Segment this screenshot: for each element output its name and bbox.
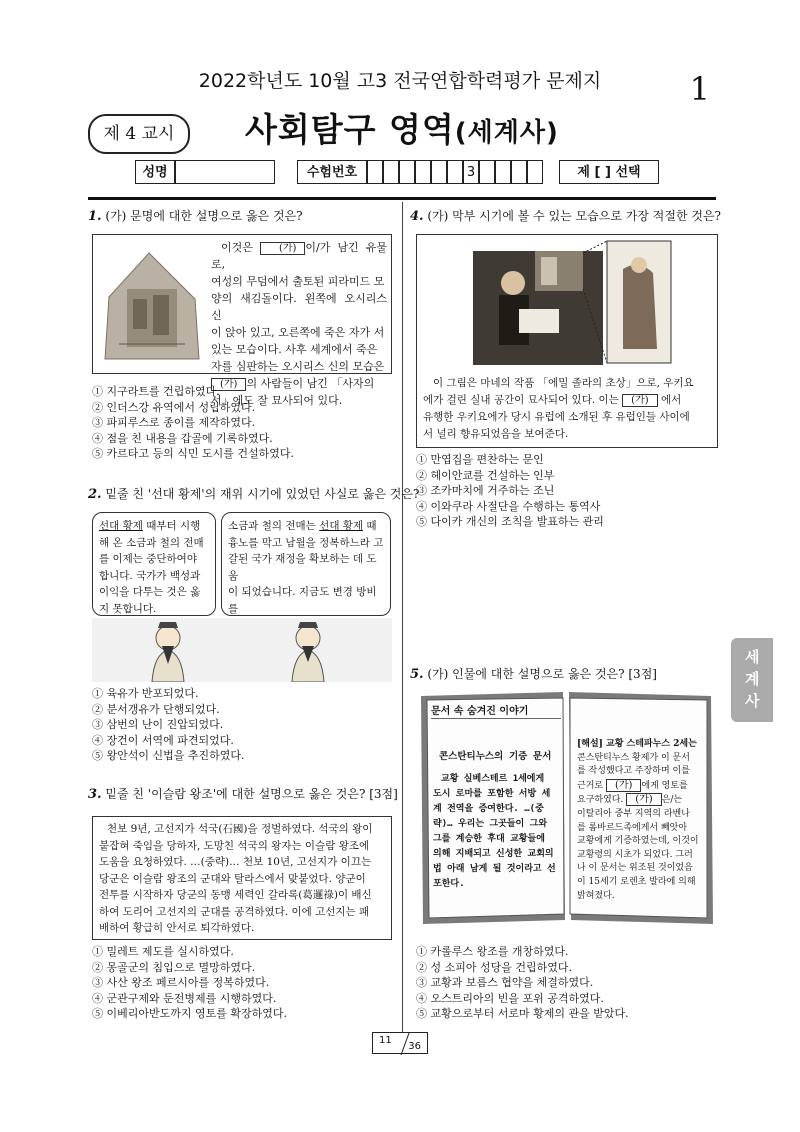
option[interactable]: ⑤ 교황으로부터 서로마 황제의 관을 받았다. bbox=[416, 1007, 629, 1020]
page-current: 11 bbox=[379, 1035, 392, 1046]
option[interactable]: ① 밀레트 제도를 실시하였다. bbox=[92, 945, 234, 958]
exam-digit-box[interactable] bbox=[511, 160, 527, 184]
name-field[interactable] bbox=[175, 160, 275, 184]
option[interactable]: ② 몽골군의 침입으로 멸망하였다. bbox=[92, 960, 256, 974]
option[interactable]: ④ 장건이 서역에 파견되었다. bbox=[92, 733, 234, 747]
q1-options bbox=[92, 384, 294, 462]
manet-painting-image bbox=[473, 239, 673, 365]
side-tab-text: 세계사 bbox=[745, 648, 760, 710]
option[interactable]: ③ 사산 왕조 페르시아를 정복하였다. bbox=[92, 976, 270, 989]
student-info-row bbox=[135, 160, 659, 184]
q3-source-box: 천보 9년, 고선지가 석국(石國)을 정벌하였다. 석국의 왕이 붙잡혀 죽임을 당하자, 도망친 석국의 왕자는 이슬람 왕조에 도움을 요청하였다. …(중략)… 천보 10년, 고선지가 이끄는 당군은 이슬람 왕조의 군대와 탈라스에서 맞붙었다. 양군이 전투를 시작하자 당군의 동맹 세력인 갈라록(葛邏祿)이 배신 하여 도리어 고선지의 군대를 공격하였다. 이에 고선지는 패 배하여 황급히 안서로 퇴각하였다. bbox=[92, 816, 392, 940]
option[interactable]: ③ 삼번의 난이 진압되었다. bbox=[92, 718, 224, 731]
option[interactable]: ⑤ 다이카 개신의 조칙을 발표하는 관리 bbox=[416, 515, 604, 528]
option[interactable]: ① 만엽집을 편찬하는 문인 bbox=[416, 453, 544, 466]
question-text: 밑줄 친 '선대 황제'의 재위 시기에 있었던 사실로 옳은 것은? bbox=[105, 487, 420, 501]
question-text: (가) 막부 시기에 볼 수 있는 모습으로 가장 적절한 것은? bbox=[427, 209, 721, 223]
subject-sub: (세계사) bbox=[454, 118, 559, 148]
session-badge: 제 4 교시 bbox=[88, 114, 190, 154]
question-4 bbox=[410, 208, 721, 225]
question-number: 2. bbox=[88, 487, 102, 502]
q5-options bbox=[416, 944, 629, 1022]
blank-ga: (가) bbox=[622, 394, 657, 407]
page-total: 36 bbox=[408, 1041, 421, 1052]
page-number: 1 bbox=[689, 70, 710, 108]
q1-source-text: 이것은 (가) 이/가 남긴 유물로, 여성의 무덤에서 출토된 피라미드 모 양의 새김돌이다. 왼쪽에 오시리스 신 이 앉아 있고, 오른쪽에 죽은 자가 서 있는 모습이다. 사후 세계에서 죽은 자를 심판하는 오시리스 신의 모습은 (가) 의 사람들이 남긴 「사자의 서」에도 잘 묘사되어 있다. bbox=[211, 241, 387, 407]
option[interactable]: ⑤ 카르타고 등의 식민 도시를 건설하였다. bbox=[92, 447, 294, 460]
question-5 bbox=[410, 666, 657, 683]
book-label: 문서 속 숨겨진 이야기 bbox=[431, 706, 529, 717]
subject-main: 사회탐구 영역 bbox=[245, 110, 455, 149]
speech-bubble-right: 소금과 철의 전매는 선대 황제 때 흉노를 막고 남월을 정복하느라 고 갈된 국가 재정을 확보하는 데 도움 이 되었습니다. 지금도 변경 방비를 bbox=[221, 512, 391, 616]
scholars-illustration bbox=[92, 618, 392, 682]
option[interactable]: ④ 오스트리아의 빈을 포위 공격하였다. bbox=[416, 991, 604, 1005]
option[interactable]: ① 육유가 반포되었다. bbox=[92, 687, 199, 700]
blank-ga: (가) bbox=[606, 779, 641, 792]
option[interactable]: ⑤ 이베리아반도까지 영토를 확장하였다. bbox=[92, 1007, 288, 1020]
option[interactable]: ③ 조카마치에 거주하는 조닌 bbox=[416, 484, 555, 497]
exam-digit-box[interactable] bbox=[447, 160, 463, 184]
option[interactable]: ④ 군관구제와 둔전병제를 시행하였다. bbox=[92, 991, 277, 1005]
question-number: 1. bbox=[88, 209, 102, 224]
question-text: (가) 문명에 대한 설명으로 옳은 것은? bbox=[105, 209, 303, 223]
exam-digit-box[interactable] bbox=[383, 160, 399, 184]
blank-ga: (가) bbox=[211, 378, 246, 391]
option[interactable]: ② 분서갱유가 단행되었다. bbox=[92, 702, 220, 716]
question-number: 3. bbox=[88, 787, 102, 802]
option[interactable]: ③ 교황과 보름스 협약을 체결하였다. bbox=[416, 976, 594, 989]
header-rule bbox=[88, 197, 716, 200]
book-right-text: [해설] 교황 스테파누스 2세는 콘스탄티누스 황제가 이 문서 를 작성했다고 주장하며 이를 근거로 (가) 에게 영토를 요구하였다. (가) 은/는 이탈리아 중부 지역의 라벤나 를 롬바르드족에게서 빼앗아 교황에게 기증하였는데, 이것이 교황령의 시초가 되었다. 그러 나 이 문서는 위조된 것이었음 이 15세기 로렌초 발라에 의해 밝혀졌다. bbox=[577, 739, 699, 901]
question-3 bbox=[88, 786, 398, 803]
subject-title bbox=[245, 104, 559, 151]
q4-source-box bbox=[416, 234, 718, 448]
option[interactable]: ① 카롤루스 왕조를 개창하였다. bbox=[416, 945, 569, 958]
subject-side-tab bbox=[731, 638, 773, 722]
column-divider bbox=[402, 202, 403, 1032]
option[interactable]: ② 헤이안쿄를 건설하는 인부 bbox=[416, 468, 555, 482]
exam-digit-box[interactable] bbox=[495, 160, 511, 184]
exam-digit-box: 3 bbox=[463, 160, 479, 184]
book-left-text: 교황 실베스테르 1세에게 도시 로마를 포함한 서방 세 계 전역을 증여한다. …(중 략)… 우리는 그곳들이 그와 그를 계승한 후대 교황들에 의해 지배되고 신성한 교회의 법 아래 남게 될 것이라고 선 포한다. bbox=[433, 774, 556, 889]
question-2 bbox=[88, 486, 419, 503]
exam-digit-box[interactable] bbox=[431, 160, 447, 184]
blank-ga: (가) bbox=[260, 242, 305, 255]
exam-title: 2022학년도 10월 고3 전국연합학력평가 문제지 bbox=[198, 70, 602, 92]
book-left-title: 콘스탄티누스의 기증 문서 bbox=[439, 751, 552, 762]
q2-options bbox=[92, 686, 245, 764]
exam-digit-box[interactable] bbox=[479, 160, 495, 184]
question-text: (가) 인물에 대한 설명으로 옳은 것은? [3점] bbox=[427, 667, 657, 681]
option[interactable]: ⑤ 왕안석이 신법을 추진하였다. bbox=[92, 749, 245, 762]
question-number: 5. bbox=[410, 667, 424, 682]
exam-digit-box[interactable] bbox=[367, 160, 383, 184]
option[interactable]: ② 인더스강 유역에서 성립하였다. bbox=[92, 400, 256, 414]
stele-image bbox=[99, 249, 203, 364]
option[interactable]: ④ 이와쿠라 사절단을 수행하는 통역사 bbox=[416, 499, 601, 513]
q3-options bbox=[92, 944, 287, 1022]
exam-digit-box[interactable] bbox=[399, 160, 415, 184]
blank-ga: (가) bbox=[626, 793, 661, 806]
exam-digit-box[interactable] bbox=[415, 160, 431, 184]
choice-label: 제 [ ] 선택 bbox=[559, 160, 659, 184]
question-1 bbox=[88, 208, 303, 225]
option[interactable]: ② 성 소피아 성당을 건립하였다. bbox=[416, 960, 572, 974]
option[interactable]: ④ 점을 친 내용을 갑골에 기록하였다. bbox=[92, 431, 273, 445]
option[interactable]: ① 지구라트를 건립하였다. bbox=[92, 385, 220, 398]
question-text: 밑줄 친 '이슬람 왕조'에 대한 설명으로 옳은 것은? [3점] bbox=[105, 787, 398, 801]
q4-options bbox=[416, 452, 604, 530]
speech-bubble-left: 선대 황제 때부터 시행 해 온 소금과 철의 전매 를 이제는 중단하여야 합니다. 국가가 백성과 이익을 다투는 것은 옳 지 못합니다. bbox=[92, 512, 216, 616]
page-counter bbox=[372, 1032, 428, 1054]
option[interactable]: ③ 파피루스로 종이를 제작하였다. bbox=[92, 416, 256, 429]
question-number: 4. bbox=[410, 209, 424, 224]
exam-number-label: 수험번호 bbox=[297, 160, 367, 184]
q4-source-text: 이 그림은 마네의 작품 「에밀 졸라의 초상」으로, 우키요 에가 걸린 실내 공간이 묘사되어 있다. 이는 (가) 에서 유행한 우키요에가 당시 유럽에 소개된 후 유럽인들 사이에 서 널리 향유되었음을 보여준다. bbox=[423, 377, 694, 440]
exam-digit-box[interactable] bbox=[527, 160, 543, 184]
name-label: 성명 bbox=[135, 160, 175, 184]
open-book-illustration bbox=[417, 688, 717, 928]
